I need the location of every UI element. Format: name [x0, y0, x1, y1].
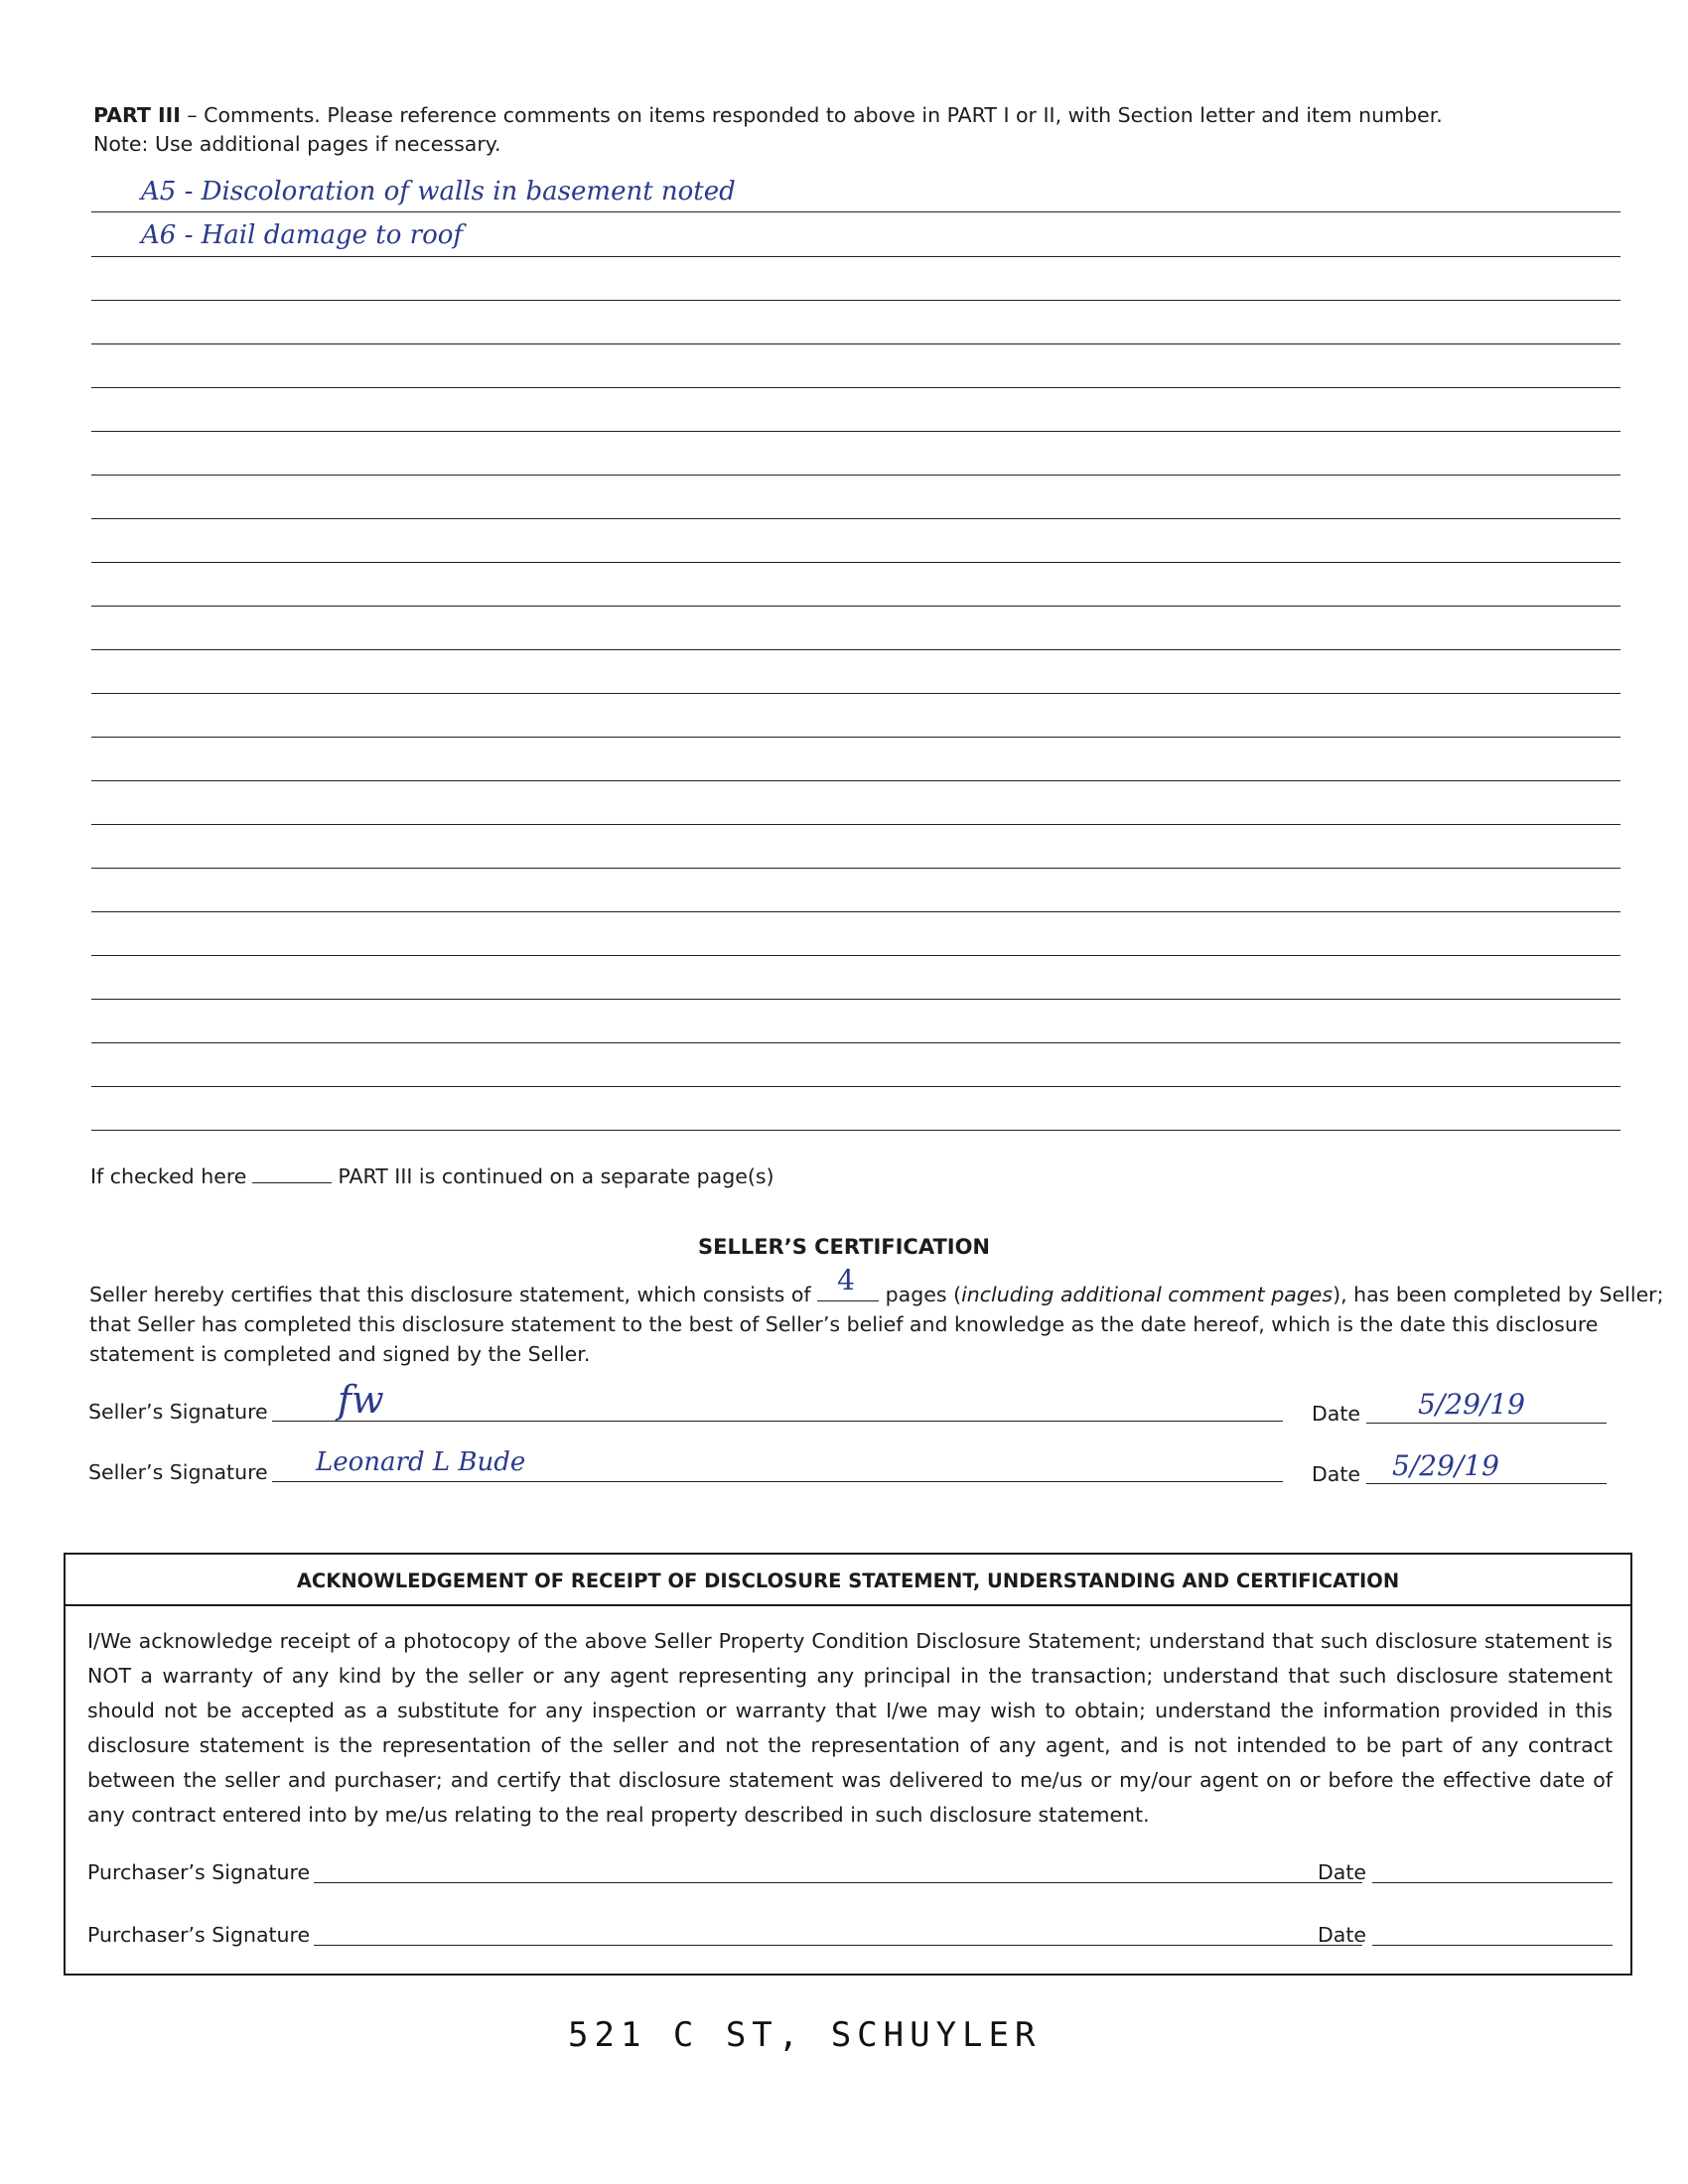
comment-a5: A5 - Discoloration of walls in basement noted — [141, 177, 736, 206]
cert-text-pages: pages ( — [885, 1283, 962, 1306]
seller-signature-field[interactable] — [272, 1481, 1283, 1482]
comment-line — [91, 1086, 1620, 1087]
part3-note: Note: Use additional pages if necessary. — [93, 132, 501, 156]
purchaser-date-field[interactable] — [1372, 1945, 1613, 1946]
certification-line-3: statement is completed and signed by the Seller. — [89, 1342, 591, 1366]
purchaser-signature-field[interactable] — [314, 1945, 1362, 1946]
seller-date-label: Date — [1312, 1402, 1360, 1426]
continued-line — [90, 1166, 774, 1187]
comment-line — [91, 868, 1620, 869]
comment-line — [91, 693, 1620, 694]
part3-label: PART III — [93, 103, 181, 127]
comment-line — [91, 211, 1620, 212]
seller-signature-label: Seller’s Signature — [88, 1400, 268, 1424]
comment-line — [91, 518, 1620, 519]
seller-date-label: Date — [1312, 1462, 1360, 1486]
purchaser-signature-label: Purchaser’s Signature — [87, 1860, 311, 1884]
comment-a6: A6 - Hail damage to roof — [141, 220, 464, 250]
continued-prefix: If checked here — [90, 1164, 247, 1188]
seller-date: 5/29/19 — [1418, 1388, 1525, 1421]
page-count-field[interactable] — [817, 1264, 879, 1301]
part3-instruction — [93, 105, 1443, 126]
comment-line — [91, 737, 1620, 738]
acknowledgement-box — [64, 1553, 1632, 1976]
purchaser-date-label: Date — [1318, 1860, 1366, 1884]
acknowledgement-header — [66, 1555, 1630, 1606]
comment-line — [91, 955, 1620, 956]
seller-date-field[interactable] — [1366, 1423, 1607, 1424]
purchaser-date-label: Date — [1318, 1923, 1366, 1947]
comment-line — [91, 911, 1620, 912]
comment-line — [91, 1042, 1620, 1043]
comment-line — [91, 649, 1620, 650]
seller-signature: fw — [338, 1378, 384, 1422]
comment-line — [91, 999, 1620, 1000]
comment-line — [91, 562, 1620, 563]
continued-suffix: PART III is continued on a separate page(s) — [338, 1164, 774, 1188]
purchaser-signature-label: Purchaser’s Signature — [87, 1923, 311, 1947]
seller-signature-label: Seller’s Signature — [88, 1460, 268, 1484]
cert-text-start: Seller hereby certifies that this disclosure statement, which consists of — [89, 1283, 811, 1306]
continued-check-field[interactable] — [252, 1168, 332, 1183]
acknowledgement-title: ACKNOWLEDGEMENT OF RECEIPT OF DISCLOSURE STATEMENT, UNDERSTANDING AND CERTIFICATION — [296, 1570, 1400, 1592]
comment-line — [91, 256, 1620, 257]
page-count-value: 4 — [837, 1264, 855, 1297]
certification-title: SELLER’S CERTIFICATION — [697, 1235, 991, 1259]
comment-line — [91, 300, 1620, 301]
comment-line — [91, 824, 1620, 825]
comment-line — [91, 387, 1620, 388]
certification-line-2: that Seller has completed this disclosure statement to the best of Seller’s belief and knowledge as the date hereof, which is the date this disclosure — [89, 1312, 1599, 1336]
seller-signature-field[interactable] — [272, 1421, 1283, 1422]
cert-text-italic: including additional comment pages — [961, 1283, 1334, 1306]
purchaser-date-field[interactable] — [1372, 1882, 1613, 1883]
comment-line — [91, 343, 1620, 344]
property-address: 521 C ST, SCHUYLER — [568, 2015, 1042, 2055]
cert-text-end: ), has been completed by Seller; — [1333, 1283, 1664, 1306]
acknowledgement-body: I/We acknowledge receipt of a photocopy of the above Seller Property Condition Disclosure Statement; understand that such disclosure statement is NOT a warranty of any kind by the seller or any agent representing any principal in the transaction; understand that such disclosure statement should not be accepted as a substitute for any inspection or warranty that I/we may wish to obtain; understand the information provided in this disclosure statement is the representation of the seller and not the representation of any agent, and is not intended to be part of any contract between the seller and purchaser; and certify that disclosure statement was delivered to me/us or my/our agent on or before the effective date of any contract entered into by me/us relating to the real property described in such disclosure statement. — [87, 1629, 1613, 1827]
part3-instruction-text: – Comments. Please reference comments on items responded to above in PART I or II, with Section letter and item number. — [180, 103, 1443, 127]
purchaser-signature-field[interactable] — [314, 1882, 1362, 1883]
comment-line — [91, 475, 1620, 476]
seller-date: 5/29/19 — [1392, 1449, 1499, 1482]
certification-line-1 — [89, 1264, 1664, 1306]
comment-line — [91, 780, 1620, 781]
seller-signature: Leonard L Bude — [316, 1447, 526, 1477]
comment-line — [91, 1130, 1620, 1131]
comment-line — [91, 431, 1620, 432]
comment-line — [91, 606, 1620, 607]
seller-date-field[interactable] — [1366, 1483, 1607, 1484]
